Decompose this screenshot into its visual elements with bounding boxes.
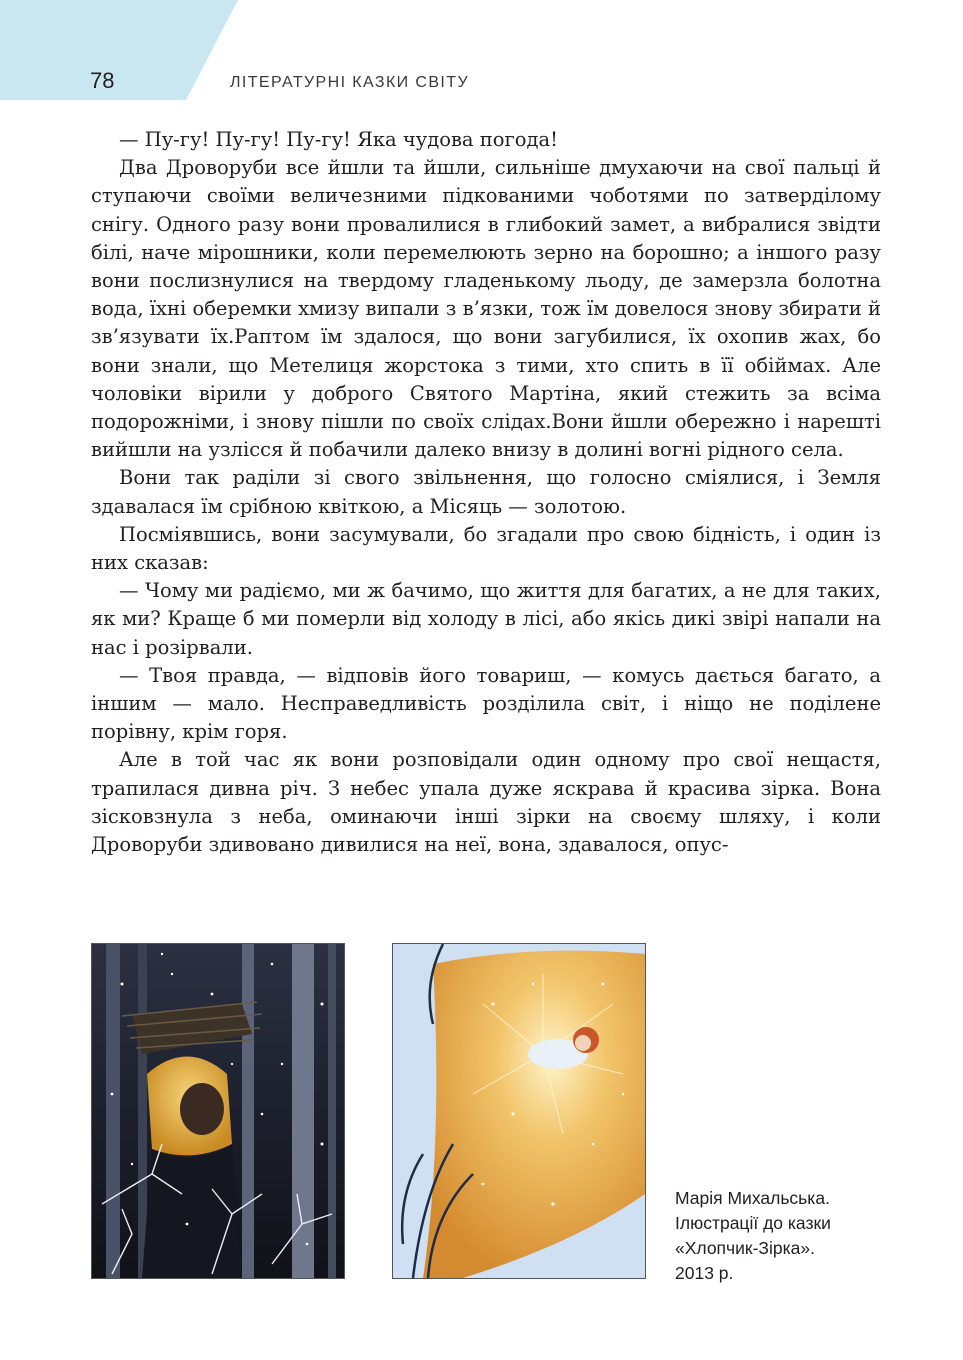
story-text [91,126,881,859]
paragraph: Але в той час як вони розповідали один одному про свої нещастя, трапилася дивна річ. З небес упала дуже яскрава й красива зірка. Вона зісковзнула з неба, оминаючи інші зірки на своєму шляху, і коли Дроворуби здивовано дивилися на неї, вона, здавалося, опус- [91,748,881,857]
illustration-woodcutter [91,943,345,1279]
paragraph: Два Дроворуби все йшли та йшли, сильніше дмухаючи на свої пальці й ступаючи своїми величезними підкованими чоботями по затверділому снігу. Одного разу вони провалилися в глибокий замет, а вибралися звідти білі, наче мірошники, коли перемелюють зерно на борошно; а іншого разу вони послизнулися на твердому гладенькому льоду, де замерзла болотна вода, їхні оберемки хмизу випали з в’язки, тож їм довелося знову збирати й зв’язувати їх.Раптом їм здалося, що вони загубилися, їх охопив жах, бо вони знали, що Метелиця жорстока з тими, хто спить в її обіймах. Але чоловіки вірили у доброго Святого Мартіна, який стежить за всіма подорожніми, і знову пішли по своїх слідах.Вони йшли обережно і нарешті вийшли на узлісся й побачили далеко внизу в долині вогні рідного села. [91,156,881,462]
header-tab-decoration [0,0,240,100]
section-title: ЛІТЕРАТУРНІ КАЗКИ СВІТУ [230,74,470,91]
caption-line: «Хлопчик-Зірка». [675,1238,815,1258]
paragraph: — Пу-гу! Пу-гу! Пу-гу! Яка чудова погода! [119,128,558,151]
paragraph: — Твоя правда, — відповів його товариш, — комусь дається багато, а іншим — мало. Несправедливість розділила світ, і ніщо не поділене порівну, крім горя. [91,663,881,744]
illustration-caption [675,1186,905,1286]
paragraph: Посміявшись, вони засумували, бо згадали про свою бідність, і один із них сказав: [91,522,881,575]
paragraph: — Чому ми радіємо, ми ж бачимо, що життя для багатих, а не для таких, як ми? Краще б ми померли від холоду в лісі, або якісь дикі звірі напали на нас і розірвали. [91,579,881,659]
paragraph: Вони так раділи зі свого звільнення, що голосно сміялися, і Земля здавалася їм срібною квіткою, а Місяць — золотою. [91,466,881,518]
caption-line: Марія Михальська. [675,1188,830,1208]
caption-line: Ілюстрації до казки [675,1213,831,1233]
illustration-star-boy [392,943,646,1279]
page-number: 78 [90,68,115,93]
caption-line: 2013 р. [675,1263,734,1283]
